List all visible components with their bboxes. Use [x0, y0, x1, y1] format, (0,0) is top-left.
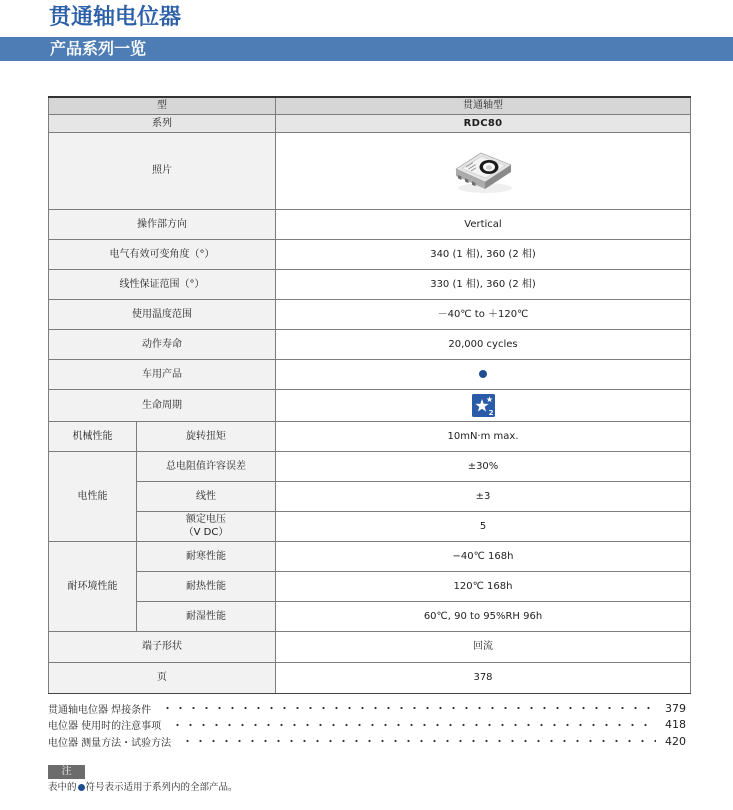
- row-operating-life: [49, 329, 691, 359]
- operating-life-label: 动作寿命: [49, 329, 276, 359]
- row-electrical-linearity: [49, 481, 691, 511]
- filled-circle-icon: [78, 784, 85, 791]
- lifecycle-badge: 2: [488, 408, 493, 417]
- series-label: 系列: [49, 114, 276, 132]
- reference-title: 电位器 使用时的注意事项: [48, 721, 162, 733]
- terminal-style-value: 回流: [276, 631, 691, 662]
- note-text: [48, 781, 238, 794]
- effective-angle-label: 电气有效可变角度（°）: [49, 239, 276, 269]
- row-series: [49, 114, 691, 132]
- dot-leader: [161, 706, 656, 710]
- row-effective-angle: [49, 239, 691, 269]
- automotive-value: [276, 359, 691, 389]
- row-env-heat: [49, 571, 691, 601]
- operating-life-value: 20,000 cycles: [276, 329, 691, 359]
- cold-resistance-value: −40℃ 168h: [276, 541, 691, 571]
- automotive-label: 车用产品: [49, 359, 276, 389]
- reference-page-number: 379: [665, 701, 686, 715]
- linearity-value: ±3: [276, 481, 691, 511]
- row-page: [49, 662, 691, 693]
- resistance-tolerance-label: 总电阻值许容误差: [137, 451, 276, 481]
- linearity-range-label: 线性保证范围（°）: [49, 269, 276, 299]
- reference-item: [48, 733, 686, 750]
- row-env-cold: [49, 541, 691, 571]
- product-spec-table: [48, 96, 691, 694]
- row-mechanical-torque: [49, 421, 691, 451]
- rated-voltage-value: 5: [276, 511, 691, 541]
- linearity-range-value: 330 (1 相), 360 (2 相): [276, 269, 691, 299]
- rdc80-product-photo: [452, 147, 514, 195]
- humidity-resistance-label: 耐湿性能: [137, 601, 276, 631]
- lifecycle-label: 生命周期: [49, 389, 276, 421]
- cold-resistance-label: 耐寒性能: [137, 541, 276, 571]
- resistance-tolerance-value: ±30%: [276, 451, 691, 481]
- reference-page-number: 418: [665, 718, 686, 732]
- row-linearity-range: [49, 269, 691, 299]
- page-title: 贯通轴电位器: [49, 5, 182, 30]
- heat-resistance-value: 120℃ 168h: [276, 571, 691, 601]
- electrical-group-label: 电性能: [49, 451, 137, 541]
- rated-voltage-label-line1: 额定电压: [186, 514, 226, 525]
- reference-item: [48, 700, 686, 717]
- environmental-group-label: 耐环境性能: [49, 541, 137, 631]
- row-electrical-resistance-tolerance: [49, 451, 691, 481]
- reference-title: 电位器 测量方法・试验方法: [48, 737, 172, 749]
- filled-circle-icon: [479, 370, 487, 378]
- type-label: 型: [49, 97, 276, 114]
- linearity-label: 线性: [137, 481, 276, 511]
- humidity-resistance-value: 60℃, 90 to 95%RH 96h: [276, 601, 691, 631]
- row-operation-direction: [49, 209, 691, 239]
- reference-page-number: 420: [665, 734, 686, 748]
- reference-list: [48, 700, 686, 750]
- section-title: 产品系列一览: [50, 39, 147, 58]
- operation-direction-label: 操作部方向: [49, 209, 276, 239]
- operating-temperature-value: －40℃ to ＋120℃: [276, 299, 691, 329]
- rated-voltage-label: [137, 511, 276, 541]
- row-env-humidity: [49, 601, 691, 631]
- reference-item: [48, 717, 686, 734]
- lifecycle-star-icon: [472, 394, 495, 417]
- series-value: RDC80: [276, 114, 691, 132]
- photo-cell: [276, 132, 691, 209]
- type-value: 贯通轴型: [276, 97, 691, 114]
- rotational-torque-value: 10mN·m max.: [276, 421, 691, 451]
- row-lifecycle: [49, 389, 691, 421]
- operating-temperature-label: 使用温度范围: [49, 299, 276, 329]
- row-photo: [49, 132, 691, 209]
- rated-voltage-label-line2: （V DC）: [183, 527, 229, 538]
- operation-direction-value: Vertical: [276, 209, 691, 239]
- terminal-style-label: 端子形状: [49, 631, 276, 662]
- note-label: 注: [48, 765, 85, 779]
- page-value: 378: [276, 662, 691, 693]
- dot-leader: [181, 739, 656, 743]
- effective-angle-value: 340 (1 相), 360 (2 相): [276, 239, 691, 269]
- note-text-after: 符号表示适用于系列内的全部产品。: [85, 782, 238, 793]
- dot-leader: [171, 723, 656, 727]
- section-header-bar: [0, 37, 733, 61]
- row-automotive: [49, 359, 691, 389]
- lifecycle-value: [276, 389, 691, 421]
- page-label: 页: [49, 662, 276, 693]
- mechanical-group-label: 机械性能: [49, 421, 137, 451]
- row-electrical-rated-voltage: [49, 511, 691, 541]
- heat-resistance-label: 耐热性能: [137, 571, 276, 601]
- row-type: [49, 97, 691, 114]
- row-operating-temperature: [49, 299, 691, 329]
- reference-title: 贯通轴电位器 焊接条件: [48, 704, 152, 716]
- rotational-torque-label: 旋转扭矩: [137, 421, 276, 451]
- photo-label: 照片: [49, 132, 276, 209]
- note-text-before: 表中的: [48, 782, 77, 793]
- row-terminal-style: [49, 631, 691, 662]
